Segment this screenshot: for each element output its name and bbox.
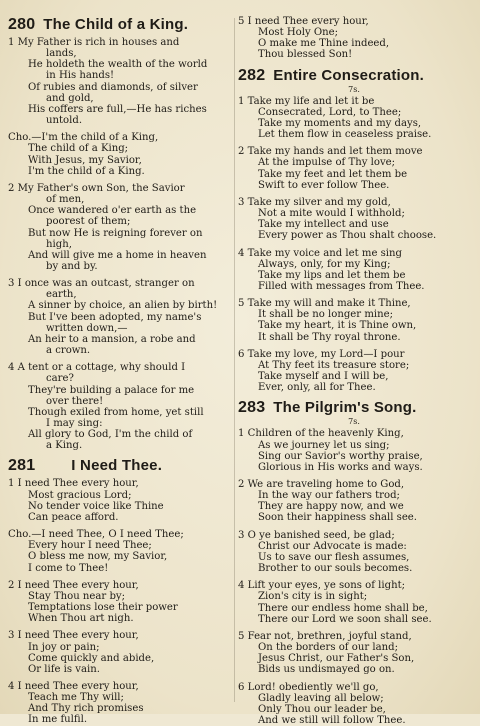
verse-line: 4 A tent or a cottage, why should I (8, 362, 232, 373)
verse-line: Brother to our souls becomes. (238, 563, 470, 574)
verse-line: I come to Thee! (8, 563, 232, 574)
stanza-3 (8, 278, 232, 356)
hymn-281 (8, 457, 232, 725)
verse-line: Only Thou our leader be, (238, 704, 470, 715)
hymn-title: I Need Thee. (71, 457, 162, 474)
verse-line: Filled with messages from Thee. (238, 281, 470, 292)
verse-line: Jesus Christ, our Father's Son, (238, 653, 470, 664)
verse-line: When Thou art nigh. (8, 613, 232, 624)
stanza-1 (238, 96, 470, 141)
verse-line: 5 Fear not, brethren, joyful stand, (238, 631, 470, 642)
stanza-4 (238, 580, 470, 625)
verse-line: Take my heart, it is Thine own, (238, 320, 470, 331)
verse-line: And Thy rich promises (8, 703, 232, 714)
verse-line: 4 I need Thee every hour, (8, 681, 232, 692)
verse-line: 3 I need Thee every hour, (8, 630, 232, 641)
hymn-281-stanza-5 (238, 16, 470, 61)
verse-line: Though exiled from home, yet still (8, 407, 232, 418)
verse-line: Bids us undismayed go on. (238, 664, 470, 675)
verse-line: high, (8, 239, 232, 250)
hymn-number: 281 (8, 457, 35, 475)
verse-line: and gold, (8, 93, 232, 104)
verse-line: Consecrated, Lord, to Thee; (238, 107, 470, 118)
stanza-4 (8, 362, 232, 451)
stanza-2 (238, 479, 470, 524)
verse-line: Teach me Thy will; (8, 692, 232, 703)
verse-line: With Jesus, my Savior, (8, 155, 232, 166)
verse-line: But I've been adopted, my name's (8, 312, 232, 323)
verse-line: over there! (8, 396, 232, 407)
verse-line: Most Holy One; (238, 27, 470, 38)
verse-line: Take my lips and let them be (238, 270, 470, 281)
verse-line: 5 Take my will and make it Thine, (238, 298, 470, 309)
stanza-1 (238, 428, 470, 473)
hymn-number: 282 (238, 67, 265, 85)
verse-line: 4 Lift your eyes, ye sons of light; (238, 580, 470, 591)
stanza-3 (238, 530, 470, 575)
stanza-1 (8, 37, 232, 126)
verse-line: Not a mite would I withhold; (238, 208, 470, 219)
verse-line: And we still will follow Thee. (238, 715, 470, 726)
hymn-header (8, 16, 232, 34)
stanza-6 (238, 349, 470, 394)
verse-line: There our endless home shall be, (238, 603, 470, 614)
verse-line: 3 O ye banished seed, be glad; (238, 530, 470, 541)
stanza-3 (238, 197, 470, 242)
verse-line: 2 My Father's own Son, the Savior (8, 183, 232, 194)
verse-line: There our Lord we soon shall see. (238, 614, 470, 625)
verse-line: Thou blessed Son! (238, 49, 470, 60)
verse-line: As we journey let us sing; (238, 440, 470, 451)
verse-line: And will give me a home in heaven (8, 250, 232, 261)
verse-line: 2 I need Thee every hour, (8, 580, 232, 591)
hymn-title: Entire Consecration. (273, 67, 424, 84)
verse-line: 1 I need Thee every hour, (8, 478, 232, 489)
verse-line: Most gracious Lord; (8, 490, 232, 501)
verse-line: by and by. (8, 261, 232, 272)
verse-line: Can peace afford. (8, 512, 232, 523)
verse-line: 4 Take my voice and let me sing (238, 248, 470, 259)
verse-line: He holdeth the wealth of the world (8, 59, 232, 70)
verse-line: 1 My Father is rich in houses and (8, 37, 232, 48)
verse-line: Cho.—I'm the child of a King, (8, 132, 232, 143)
meter-label: 7s. (238, 85, 470, 94)
verse-line: of men, (8, 194, 232, 205)
verse-line: O make me Thine indeed, (238, 38, 470, 49)
verse-line: 1 Take my life and let it be (238, 96, 470, 107)
hymn-header (8, 457, 232, 475)
verse-line: Gladly leaving all below; (238, 693, 470, 704)
verse-line: Let them flow in ceaseless praise. (238, 129, 470, 140)
verse-line: 2 We are traveling home to God, (238, 479, 470, 490)
verse-line: In joy or pain; (8, 642, 232, 653)
verse-line: At the impulse of Thy love; (238, 157, 470, 168)
stanza-2 (8, 183, 232, 272)
verse-line: Soon their happiness shall see. (238, 512, 470, 523)
stanza-5 (238, 298, 470, 343)
hymn-header (238, 399, 470, 417)
verse-line: Take my feet and let them be (238, 169, 470, 180)
hymn-283 (238, 399, 470, 726)
hymn-282 (238, 67, 470, 394)
meter-label: 7s. (238, 417, 470, 426)
verse-line: It shall be Thy royal throne. (238, 332, 470, 343)
verse-line: Every power as Thou shalt choose. (238, 230, 470, 241)
verse-line: In the way our fathers trod; (238, 490, 470, 501)
verse-line: Take my moments and my days, (238, 118, 470, 129)
stanza-1 (8, 478, 232, 523)
verse-line: Christ our Advocate is made: (238, 541, 470, 552)
verse-line: Us to save our flesh assumes, (238, 552, 470, 563)
verse-line: I may sing: (8, 418, 232, 429)
stanza-5 (238, 631, 470, 676)
verse-line: His coffers are full,—He has riches (8, 104, 232, 115)
stanza-2 (238, 146, 470, 191)
hymn-header (238, 67, 470, 85)
verse-line: Stay Thou near by; (8, 591, 232, 602)
verse-line: care? (8, 373, 232, 384)
verse-line: On the borders of our land; (238, 642, 470, 653)
verse-line: In me fulfil. (8, 714, 232, 725)
verse-line: 2 Take my hands and let them move (238, 146, 470, 157)
verse-line: Come quickly and abide, (8, 653, 232, 664)
verse-line: Glorious in His works and ways. (238, 462, 470, 473)
verse-line: I'm the child of a King. (8, 166, 232, 177)
column-divider (234, 18, 235, 702)
verse-line: lands, (8, 48, 232, 59)
hymn-number: 280 (8, 16, 35, 34)
left-column (8, 16, 232, 706)
verse-line: Of rubies and diamonds, of silver (8, 82, 232, 93)
stanza-6 (238, 682, 470, 726)
verse-line: Zion's city is in sight; (238, 591, 470, 602)
verse-line: Take my intellect and use (238, 219, 470, 230)
hymn-number: 283 (238, 399, 265, 417)
verse-line: They're building a palace for me (8, 385, 232, 396)
verse-line: All glory to God, I'm the child of (8, 429, 232, 440)
stanza-4 (8, 681, 232, 726)
verse-line: 3 Take my silver and my gold, (238, 197, 470, 208)
verse-line: earth, (8, 289, 232, 300)
verse-line: written down,— (8, 323, 232, 334)
verse-line: 5 I need Thee every hour, (238, 16, 470, 27)
verse-line: 1 Children of the heavenly King, (238, 428, 470, 439)
verse-line: Once wandered o'er earth as the (8, 205, 232, 216)
verse-line: Cho.—I need Thee, O I need Thee; (8, 529, 232, 540)
hymn-title: The Pilgrim's Song. (273, 399, 416, 416)
verse-line: poorest of them; (8, 216, 232, 227)
verse-line: An heir to a mansion, a robe and (8, 334, 232, 345)
right-column (238, 16, 470, 706)
verse-line: Always, only, for my King; (238, 259, 470, 270)
verse-line: Every hour I need Thee; (8, 540, 232, 551)
verse-line: untold. (8, 115, 232, 126)
stanza-3 (8, 630, 232, 675)
verse-line: a King. (8, 440, 232, 451)
verse-line: 6 Take my love, my Lord—I pour (238, 349, 470, 360)
verse-line: Take myself and I will be, (238, 371, 470, 382)
verse-line: Temptations lose their power (8, 602, 232, 613)
verse-line: Or life is vain. (8, 664, 232, 675)
verse-line: The child of a King; (8, 143, 232, 154)
hymn-280 (8, 16, 232, 451)
verse-line: No tender voice like Thine (8, 501, 232, 512)
chorus (8, 132, 232, 177)
verse-line: a crown. (8, 345, 232, 356)
verse-line: 3 I once was an outcast, stranger on (8, 278, 232, 289)
verse-line: Ever, only, all for Thee. (238, 382, 470, 393)
stanza-4 (238, 248, 470, 293)
verse-line: O bless me now, my Savior, (8, 551, 232, 562)
verse-line: in His hands! (8, 70, 232, 81)
verse-line: It shall be no longer mine; (238, 309, 470, 320)
verse-line: Swift to ever follow Thee. (238, 180, 470, 191)
chorus (8, 529, 232, 574)
verse-line: Sing our Savior's worthy praise, (238, 451, 470, 462)
verse-line: A sinner by choice, an alien by birth! (8, 300, 232, 311)
verse-line: 6 Lord! obediently we'll go, (238, 682, 470, 693)
hymn-title: The Child of a King. (43, 16, 188, 33)
verse-line: They are happy now, and we (238, 501, 470, 512)
verse-line: At Thy feet its treasure store; (238, 360, 470, 371)
verse-line: But now He is reigning forever on (8, 228, 232, 239)
stanza-2 (8, 580, 232, 625)
